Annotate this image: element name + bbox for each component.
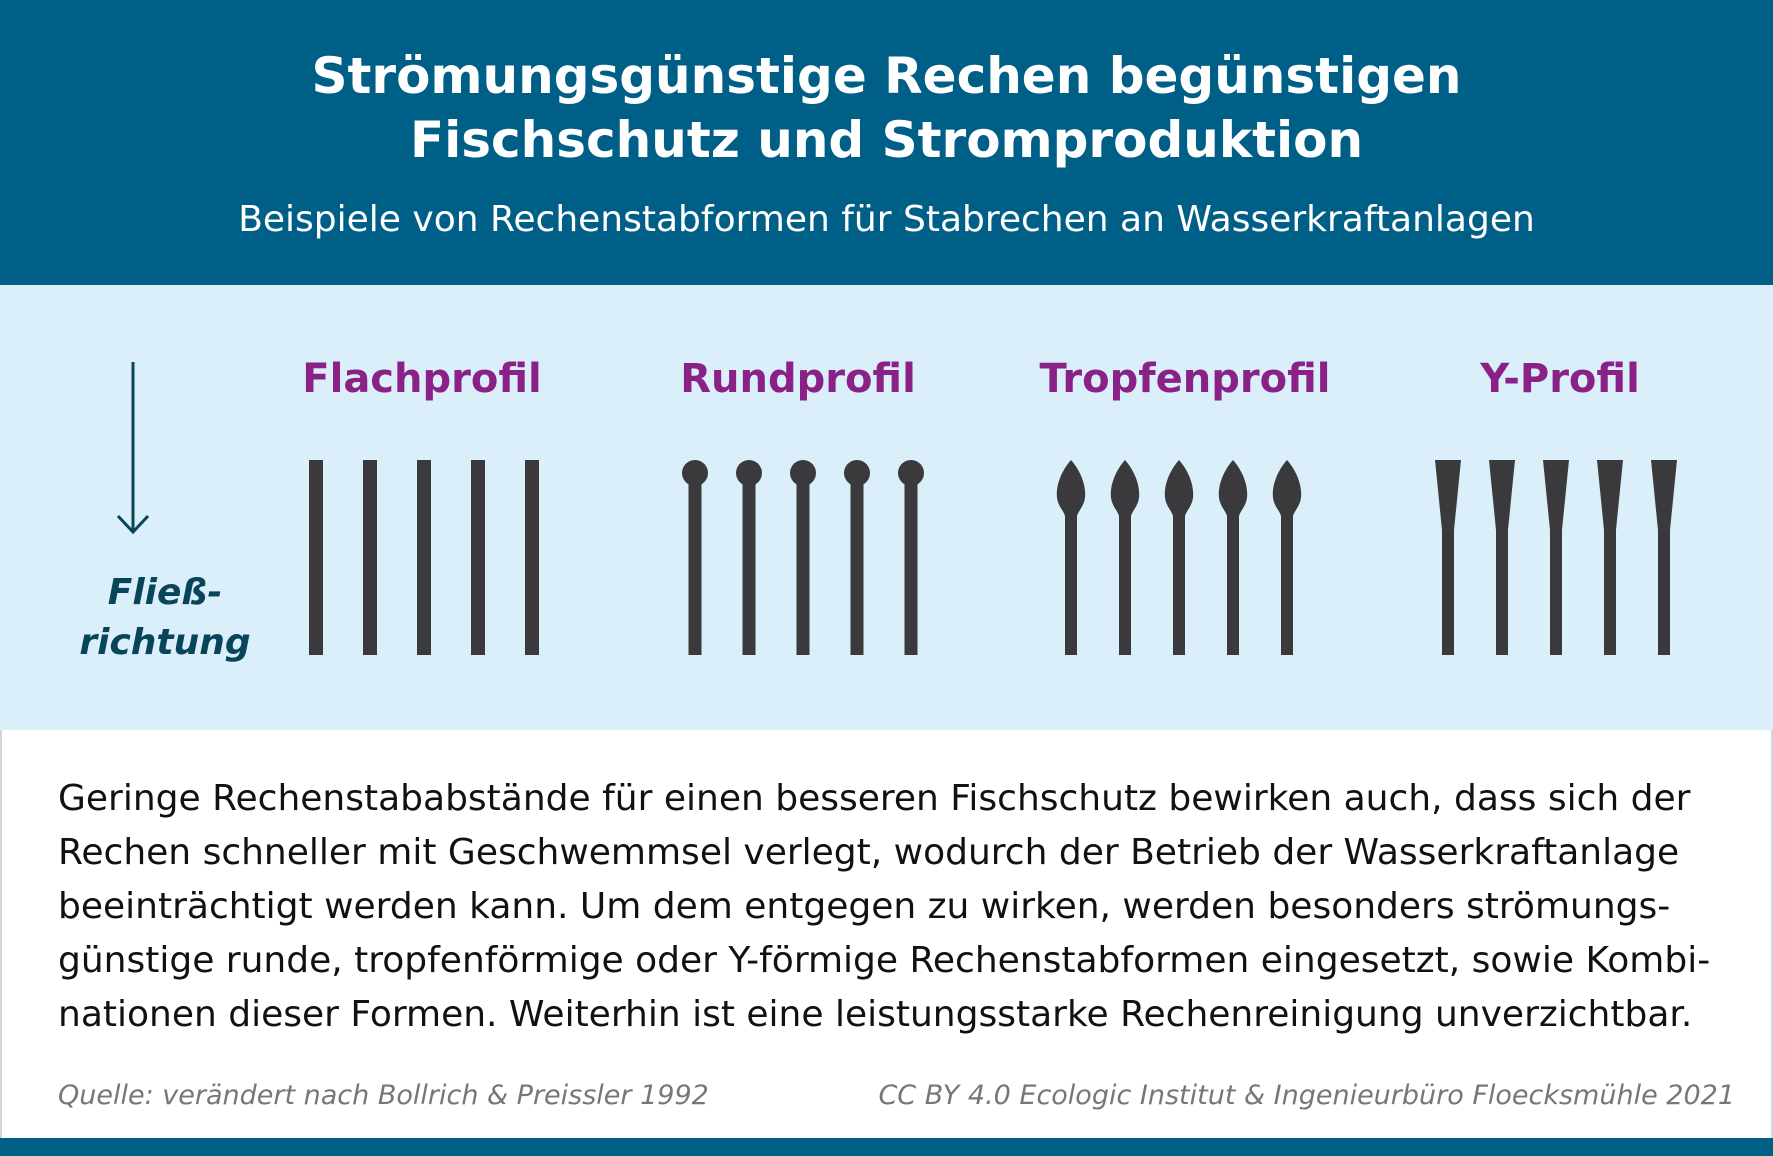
profile-title-y: Y-Profil xyxy=(1480,356,1640,402)
description-line: Geringe Rechenstababstände für einen besseren Fischschutz bewirken auch, dass sich der xyxy=(58,778,1691,819)
bottom-bar xyxy=(0,1138,1773,1156)
rack-bar-flat xyxy=(471,460,485,655)
profile-title-flat: Flachprofil xyxy=(302,356,542,402)
rack-bar-round xyxy=(736,460,762,655)
license-note: CC BY 4.0 Ecologic Institut & Ingenieurbüro Floecksmühle 2021 xyxy=(878,1080,1735,1111)
title-line-2: Fischschutz und Stromproduktion xyxy=(409,111,1364,169)
rack-bar-y xyxy=(1651,460,1677,655)
rack-bar-y xyxy=(1489,460,1515,655)
profile-title-drop: Tropfenprofil xyxy=(1039,356,1331,402)
rack-bar-round xyxy=(790,460,816,655)
rack-bar-flat xyxy=(525,460,539,655)
title-line-1: Strömungsgünstige Rechen begünstigen xyxy=(311,47,1462,105)
rack-bar-round xyxy=(682,460,708,655)
source-note: Quelle: verändert nach Bollrich & Preissler 1992 xyxy=(58,1080,709,1111)
bar-group-round xyxy=(682,460,924,655)
rack-bar-flat xyxy=(309,460,323,655)
description-text xyxy=(58,772,1738,1042)
rack-bar-drop xyxy=(1057,460,1085,655)
bar-group-drop xyxy=(1057,460,1301,655)
rack-bar-round xyxy=(844,460,870,655)
description-line: Rechen schneller mit Geschwemmsel verlegt, wodurch der Betrieb der Wasserkraftanlage xyxy=(58,832,1680,873)
rack-bar-flat xyxy=(363,460,377,655)
rack-bar-drop xyxy=(1219,460,1247,655)
bar-group-flat xyxy=(309,460,539,655)
rack-bar-y xyxy=(1435,460,1461,655)
description-line: beeinträchtigt werden kann. Um dem entgegen zu wirken, werden besonders strömungs- xyxy=(58,886,1671,927)
rack-bar-round xyxy=(898,460,924,655)
flow-label-line-2: richtung xyxy=(79,622,251,663)
flow-label-line-1: Fließ- xyxy=(107,572,223,613)
rack-bar-flat xyxy=(417,460,431,655)
page-subtitle: Beispiele von Rechenstabformen für Stabrechen an Wasserkraftanlagen xyxy=(238,199,1535,240)
rack-bar-y xyxy=(1543,460,1569,655)
rack-bar-drop xyxy=(1273,460,1301,655)
rack-bar-y xyxy=(1597,460,1623,655)
description-line: nationen dieser Formen. Weiterhin ist eine leistungsstarke Rechenreinigung unverzichtbar. xyxy=(58,994,1693,1035)
bar-group-y xyxy=(1435,460,1677,655)
frame-left-border xyxy=(0,730,2,1138)
description-line: günstige runde, tropfenförmige oder Y-förmige Rechenstabformen eingesetzt, sowie Kombi- xyxy=(58,940,1711,981)
header-banner xyxy=(0,0,1773,285)
profile-title-round: Rundprofil xyxy=(680,356,916,402)
bar-profiles-illustration xyxy=(0,440,1773,670)
rack-bar-drop xyxy=(1111,460,1139,655)
page-title xyxy=(0,44,1773,172)
rack-bar-drop xyxy=(1165,460,1193,655)
